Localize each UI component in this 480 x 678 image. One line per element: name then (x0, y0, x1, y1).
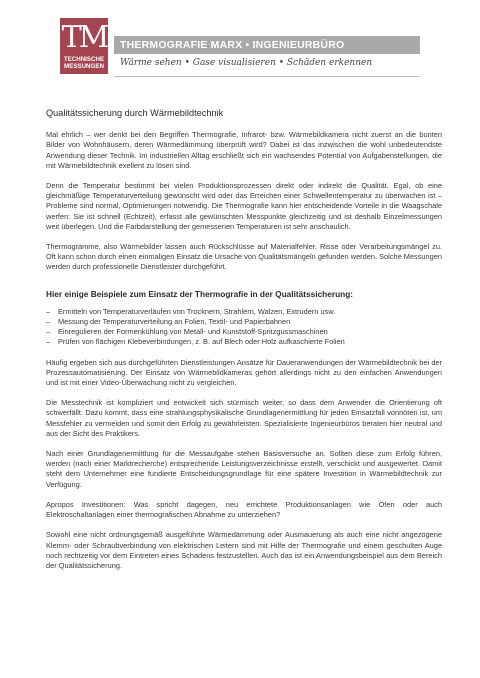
letterhead (50, 18, 420, 80)
list-item: – Messung der Temperaturverteilung an Folien, Textil- und Papierbahnen (46, 317, 442, 327)
logo-mark: TM (61, 19, 107, 55)
company-logo (60, 18, 108, 74)
list-item: – Einregulieren der Formenkühlung von Metall- und Kunststoff-Spritzgussmaschinen (46, 327, 442, 337)
paragraph: Die Messtechnik ist kompliziert und entwickelt sich stürmisch weiter, so dass dem Anwender die Orientierung oft schwerfällt. Dazu kommt, dass eine strahlungsphysikalische Grundlagenermittlung für jeden Einsatzfall vonnöten ist, um Messfehler zu vermeiden und somit den Erfolg zu gewährleisten. Spezialisierte Ingenieurbüros beraten hier neutral und aus der Sicht des Praktikers. (46, 398, 442, 438)
company-title-bar (114, 36, 420, 54)
paragraph: Mal ehrlich – wer denkt bei den Begriffen Thermografie, Infrarot- bzw. Wärmebildkamera nicht zuerst an die bunten Bilder von Wohnhäusern, deren Wärmedämmung überprüft wird? Dabei ist das inzwischen die wohl unbedeutendste Anwendung dieser Technik. Im industriellen Alltag erschließt sich ein wachsendes Potential von Aufgabenstellungen, die mit Wärmebildtechnik exellent zu lösen sind. (46, 130, 442, 170)
slogan-row (114, 58, 420, 77)
paragraph: Nach einer Grundlagenermittlung für die Messaufgabe stehen Basisversuche an. Sollten diese zum Erfolg führen, werden (nach einer Marktrecherche) entsprechende Leistungsverzeichnisse erstellt, verschickt und ausgewertet. Damit steht dem Unternehmer eine fundierte Entscheidungsgrundlage für eine spätere Investition in Wärmebildtechnik zur Verfügung. (46, 449, 442, 489)
article (46, 108, 442, 581)
paragraph: Häufig ergeben sich aus durchgeführten Dienstleistungen Ansätze für Daueranwendungen der Wärmebildtechnik bei der Prozessautomatisierung. Der Einsatz von Wärmebildkameras gehört allerdings nicht zu den einfachen Anwendungen und ist mit einer Video-Überwachung nicht zu vergleichen. (46, 357, 442, 388)
paragraph: Denn die Temperatur bestimmt bei vielen Produktionsprozessen direkt oder indirekt die Qualität. Egal, ob eine gleichmäßige Temperaturverteilung gewünscht wird oder das Erreichen einer Schwellentemperatur zu überwachen ist – Probleme sind normal, Optimierungen notwendig. Die Thermografie kann hier entscheidende Vorteile in die Waagschale werfen: Sie ist schnell (Echtzeit), erfasst alle gewünschten Messpunkte gleichzeitig und ist deshalb Einzelmessungen weit überlegen. Und die Farbdarstellung der gemessenen Temperaturen ist sehr anschaulich. (46, 181, 442, 231)
examples-list (46, 307, 442, 348)
paragraph: Sowohl eine nicht ordnungsgemäß ausgeführte Wärmedämmung oder Ausmauerung als auch eine nicht angezogene Klemm- oder Schraubverbindung von elektrischen Leitern sind mit Hilfe der Thermografie und einem geschulten Auge noch rechtzeitig vor dem Eintreten eines Schadens festzustellen. Auch das ist ein Anwendungsbeispiel aus dem Bereich der Qualitätssicherung. (46, 530, 442, 570)
list-item: – Prüfen von flächigen Klebeverbindungen, z. B. auf Blech oder Holz aufkaschierte Folien (46, 337, 442, 347)
examples-heading: Hier einige Beispiele zum Einsatz der Thermografie in der Qualitätssicherung: (46, 288, 354, 299)
logo-subtitle: TECHNISCHE MESSUNGEN (63, 56, 105, 70)
company-title: THERMOGRAFIE MARX • INGENIEURBÜRO (120, 39, 345, 51)
slogan: Wärme sehen • Gase visualisieren • Schäden erkennen (120, 58, 373, 68)
list-item: – Ermitteln von Temperaturverläufen von Trocknern, Strahlern, Walzen, Extrudern usw. (46, 307, 442, 317)
paragraph: Apropos Investitionen: Was spricht dagegen, neu errichtete Produktionsanlagen wie Öfen oder auch Elektroschaltanlagen einer thermografischen Abnahme zu unterziehen? (46, 499, 442, 520)
paragraph: Thermogramme, also Wärmebilder lassen auch Rückschlüsse auf Materialfehler, Risse oder Verarbeitungsmängel zu. Oft kann schon durch einen einmaligen Einsatz die Ursache von Qualitätsmängeln gefunden werden. Solche Messungen werden durch professionelle Dienstleister durchgeführt. (46, 242, 442, 272)
article-title: Qualitätssicherung durch Wärmebildtechnik (46, 108, 224, 118)
